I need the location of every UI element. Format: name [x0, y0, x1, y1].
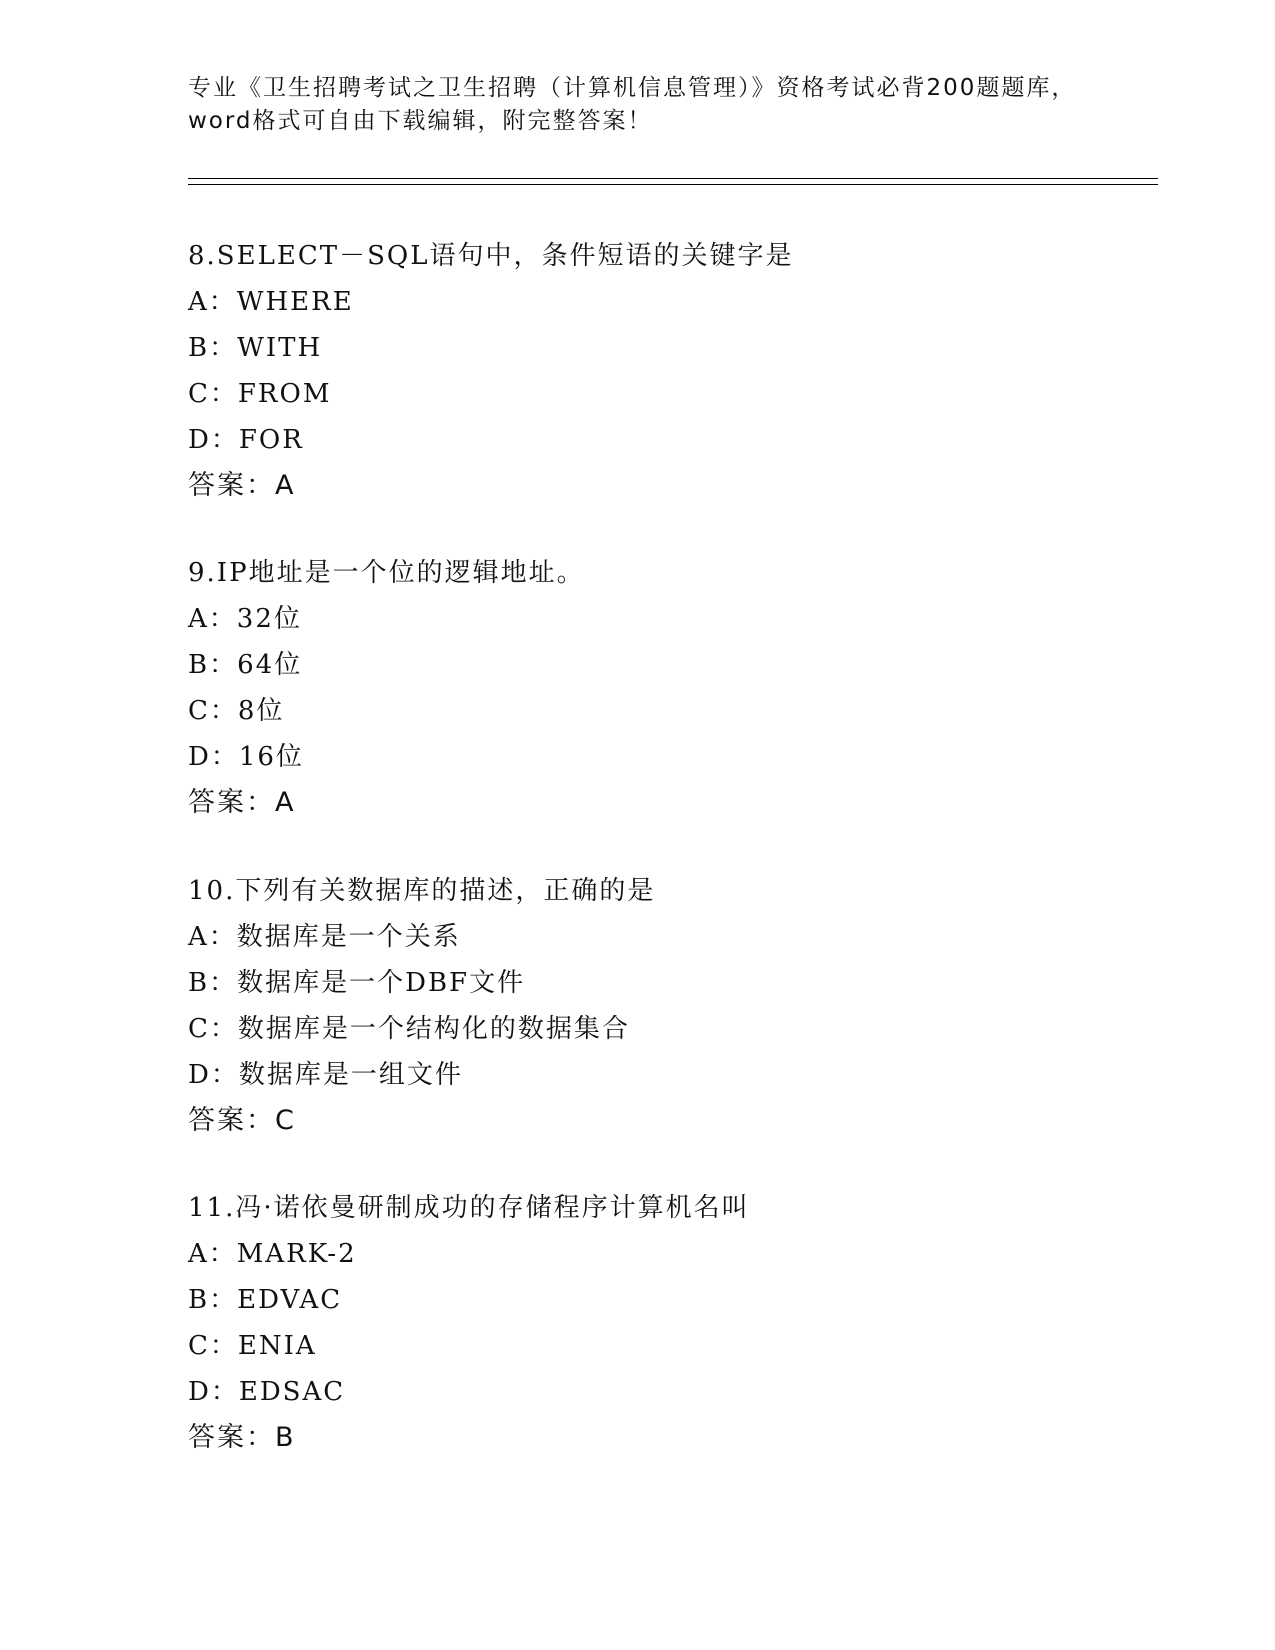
answer-line: 答案：A — [188, 787, 296, 818]
document-header — [188, 72, 1088, 138]
question-stem: 11.冯·诺依曼研制成功的存储程序计算机名叫 — [188, 1193, 750, 1223]
question-stem: 10.下列有关数据库的描述，正确的是 — [188, 876, 656, 906]
header-line-2: word格式可自由下载编辑，附完整答案！ — [188, 108, 653, 134]
option-d: D：EDSAC — [188, 1377, 346, 1407]
answer-line: 答案：A — [188, 470, 296, 501]
option-d: D：16位 — [188, 742, 304, 772]
answer-line: 答案：B — [188, 1422, 296, 1453]
option-a: A：MARK-2 — [188, 1239, 357, 1269]
question-9 — [188, 550, 1138, 826]
option-b: B：64位 — [188, 650, 303, 680]
question-8 — [188, 233, 1138, 509]
option-a: A：32位 — [188, 604, 302, 634]
question-11 — [188, 1185, 1138, 1461]
option-a: A：WHERE — [188, 287, 354, 317]
option-a: A：数据库是一个关系 — [188, 922, 461, 952]
question-10 — [188, 868, 1138, 1144]
option-b: B：WITH — [188, 333, 323, 363]
answer-line: 答案：C — [188, 1105, 296, 1136]
option-d: D：FOR — [188, 425, 304, 455]
option-d: D：数据库是一组文件 — [188, 1060, 463, 1090]
option-b: B：数据库是一个DBF文件 — [188, 968, 526, 998]
question-stem: 8.SELECT－SQL语句中，条件短语的关键字是 — [188, 241, 794, 271]
header-divider — [188, 178, 1158, 185]
option-c: C：FROM — [188, 379, 332, 409]
option-c: C：ENIA — [188, 1331, 317, 1361]
option-c: C：8位 — [188, 696, 285, 726]
option-b: B：EDVAC — [188, 1285, 343, 1315]
option-c: C：数据库是一个结构化的数据集合 — [188, 1014, 630, 1044]
header-line-1: 专业《卫生招聘考试之卫生招聘（计算机信息管理）》资格考试必背200题题库， — [188, 75, 1077, 101]
question-stem: 9.IP地址是一个位的逻辑地址。 — [188, 558, 585, 588]
